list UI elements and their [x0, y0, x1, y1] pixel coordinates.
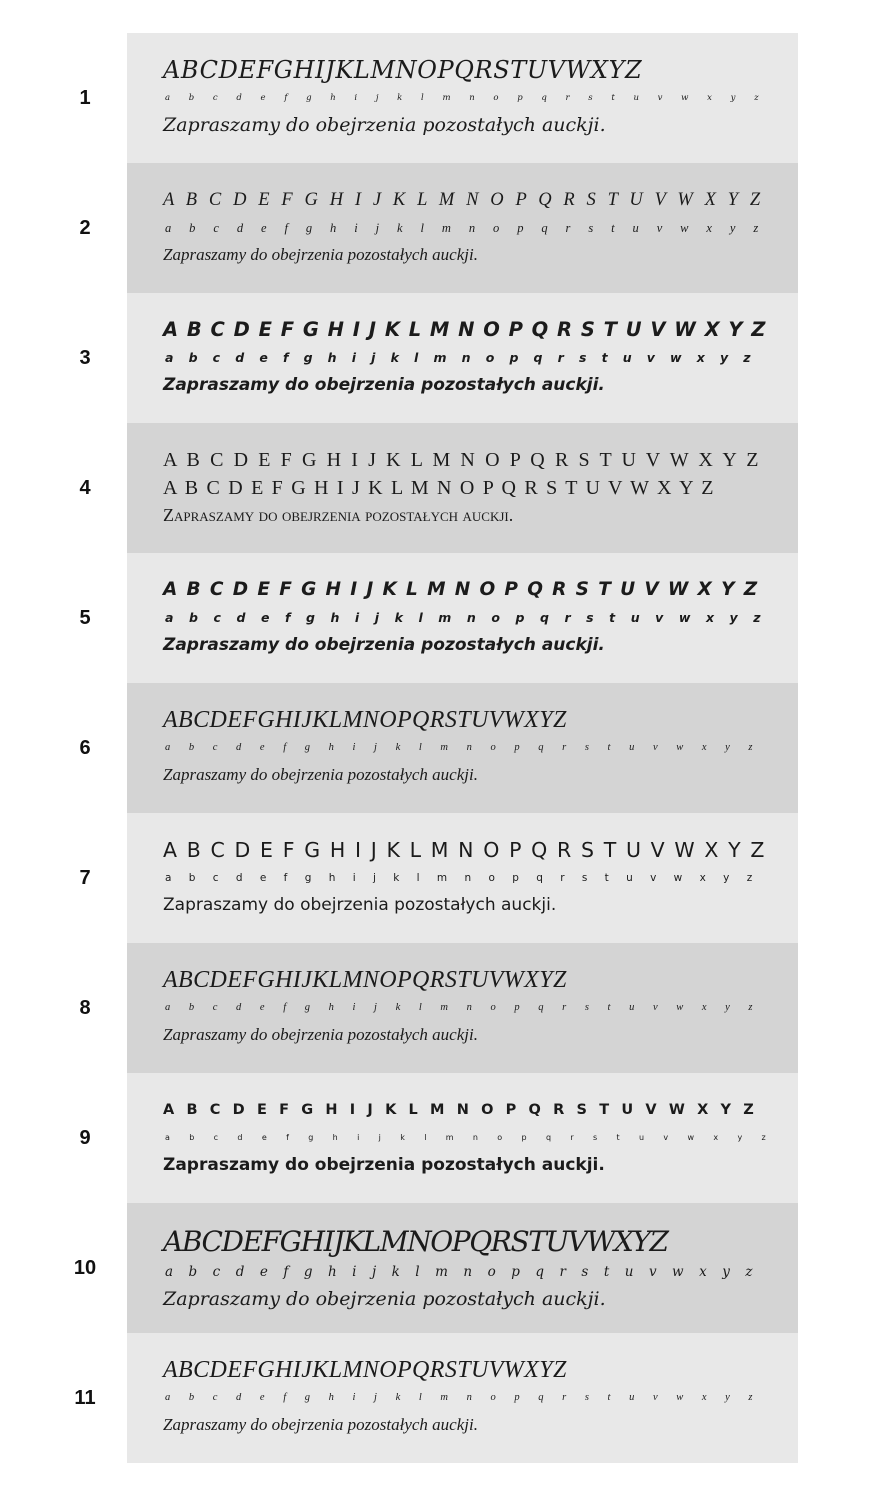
font-sample-panel	[127, 33, 798, 163]
font-row-10	[0, 1203, 869, 1333]
row-number: 11	[74, 1387, 96, 1409]
font-sample-panel	[127, 1073, 798, 1203]
sample-sentence: Zapraszamy do obejrzenia pozostałych auckji.	[163, 114, 606, 136]
font-row-1	[0, 33, 869, 163]
font-sample-table	[0, 33, 869, 1463]
lowercase-alphabet: a b c d e f g h i j k l m n o p q r s t u v w x y z	[165, 610, 767, 625]
sample-sentence: Zapraszamy do obejrzenia pozostałych auckji.	[163, 375, 605, 395]
lowercase-alphabet: a b c d e f g h i j k l m n o p q r s t u v w x y z	[165, 1002, 761, 1013]
sample-sentence: Zapraszamy do obejrzenia pozostałych auckji.	[163, 1415, 478, 1434]
font-sample-panel	[127, 1203, 798, 1333]
uppercase-alphabet: A B C D E F G H I J K L M N O P Q R S T U V W X Y Z	[163, 318, 767, 341]
row-number: 7	[79, 867, 91, 889]
font-row-4	[0, 423, 869, 553]
lowercase-alphabet: A B C D E F G H I J K L M N O P Q R S T U V W X Y Z	[163, 477, 716, 499]
font-row-9	[0, 1073, 869, 1203]
row-number: 9	[79, 1127, 91, 1149]
font-row-2	[0, 163, 869, 293]
uppercase-alphabet: ABCDEFGHIJKLMNOPQRSTUVWXYZ	[163, 967, 567, 993]
lowercase-alphabet: a b c d e f g h i j k l m n o p q r s t u v w x y z	[165, 1264, 759, 1280]
font-row-7	[0, 813, 869, 943]
font-sample-panel	[127, 423, 798, 553]
uppercase-alphabet: ABCDEFGHIJKLMNOPQRSTUVWXYZ	[163, 1225, 668, 1258]
font-sample-panel	[127, 1333, 798, 1463]
row-number: 8	[79, 997, 91, 1019]
uppercase-alphabet: A B C D E F G H I J K L M N O P Q R S T U V W X Y Z	[163, 449, 762, 471]
uppercase-alphabet: ABCDEFGHIJKLMNOPQRSTUVWXYZ	[163, 707, 567, 733]
row-number: 4	[79, 477, 91, 499]
font-row-6	[0, 683, 869, 813]
sample-sentence: Zapraszamy do obejrzenia pozostałych auckji.	[163, 635, 605, 655]
sample-sentence: Zapraszamy do obejrzenia pozostałych auckji.	[163, 895, 557, 915]
font-sample-panel	[127, 813, 798, 943]
sample-sentence: Zapraszamy do obejrzenia pozostałych auckji.	[163, 245, 478, 264]
lowercase-alphabet: a b c d e f g h i j k l m n o p q r s t u v w x y z	[165, 872, 760, 884]
font-row-5	[0, 553, 869, 683]
row-number: 5	[79, 607, 91, 629]
lowercase-alphabet: a b c d e f g h i j k l m n o p q r s t u v w x y z	[165, 93, 767, 103]
row-number: 6	[79, 737, 91, 759]
font-row-8	[0, 943, 869, 1073]
lowercase-alphabet: a b c d e f g h i j k l m n o p q r s t u v w x y z	[165, 742, 761, 753]
sample-sentence: Zapraszamy do obejrzenia pozostałych auckji.	[163, 1155, 605, 1175]
font-sample-panel	[127, 293, 798, 423]
sample-sentence: Zapraszamy do obejrzenia pozostałych auckji.	[163, 765, 478, 784]
font-sample-panel	[127, 553, 798, 683]
uppercase-alphabet: ABCDEFGHIJKLMNOPQRSTUVWXYZ	[163, 1357, 567, 1383]
row-number: 2	[79, 217, 91, 239]
font-sample-panel	[127, 163, 798, 293]
font-sample-panel	[127, 943, 798, 1073]
lowercase-alphabet: a b c d e f g h i j k l m n o p q r s t u v w x y z	[165, 221, 766, 235]
sample-sentence: Zapraszamy do obejrzenia pozostałych auckji.	[163, 1288, 606, 1310]
uppercase-alphabet: ABCDEFGHIJKLMNOPQRSTUVWXYZ	[163, 56, 643, 84]
uppercase-alphabet: A B C D E F G H I J K L M N O P Q R S T U V W X Y Z	[163, 579, 759, 600]
uppercase-alphabet: A B C D E F G H I J K L M N O P Q R S T U V W X Y Z	[163, 1102, 758, 1118]
row-number: 3	[79, 347, 91, 369]
uppercase-alphabet: A B C D E F G H I J K L M N O P Q R S T U V W X Y Z	[163, 838, 767, 862]
sample-sentence: Zapraszamy do obejrzenia pozostałych auckji.	[163, 1025, 478, 1044]
uppercase-alphabet: A B C D E F G H I J K L M N O P Q R S T U V W X Y Z	[163, 190, 764, 210]
lowercase-alphabet: a b c d e f g h i j k l m n o p q r s t u v w x y z	[165, 1133, 775, 1142]
row-number: 1	[79, 87, 91, 109]
sample-sentence: Zapraszamy do obejrzenia pozostałych auckji.	[163, 505, 514, 525]
lowercase-alphabet: a b c d e f g h i j k l m n o p q r s t u v w x y z	[165, 350, 756, 365]
row-number: 10	[73, 1257, 97, 1279]
font-row-11	[0, 1333, 869, 1463]
font-row-3	[0, 293, 869, 423]
font-sample-panel	[127, 683, 798, 813]
lowercase-alphabet: a b c d e f g h i j k l m n o p q r s t u v w x y z	[165, 1392, 761, 1403]
